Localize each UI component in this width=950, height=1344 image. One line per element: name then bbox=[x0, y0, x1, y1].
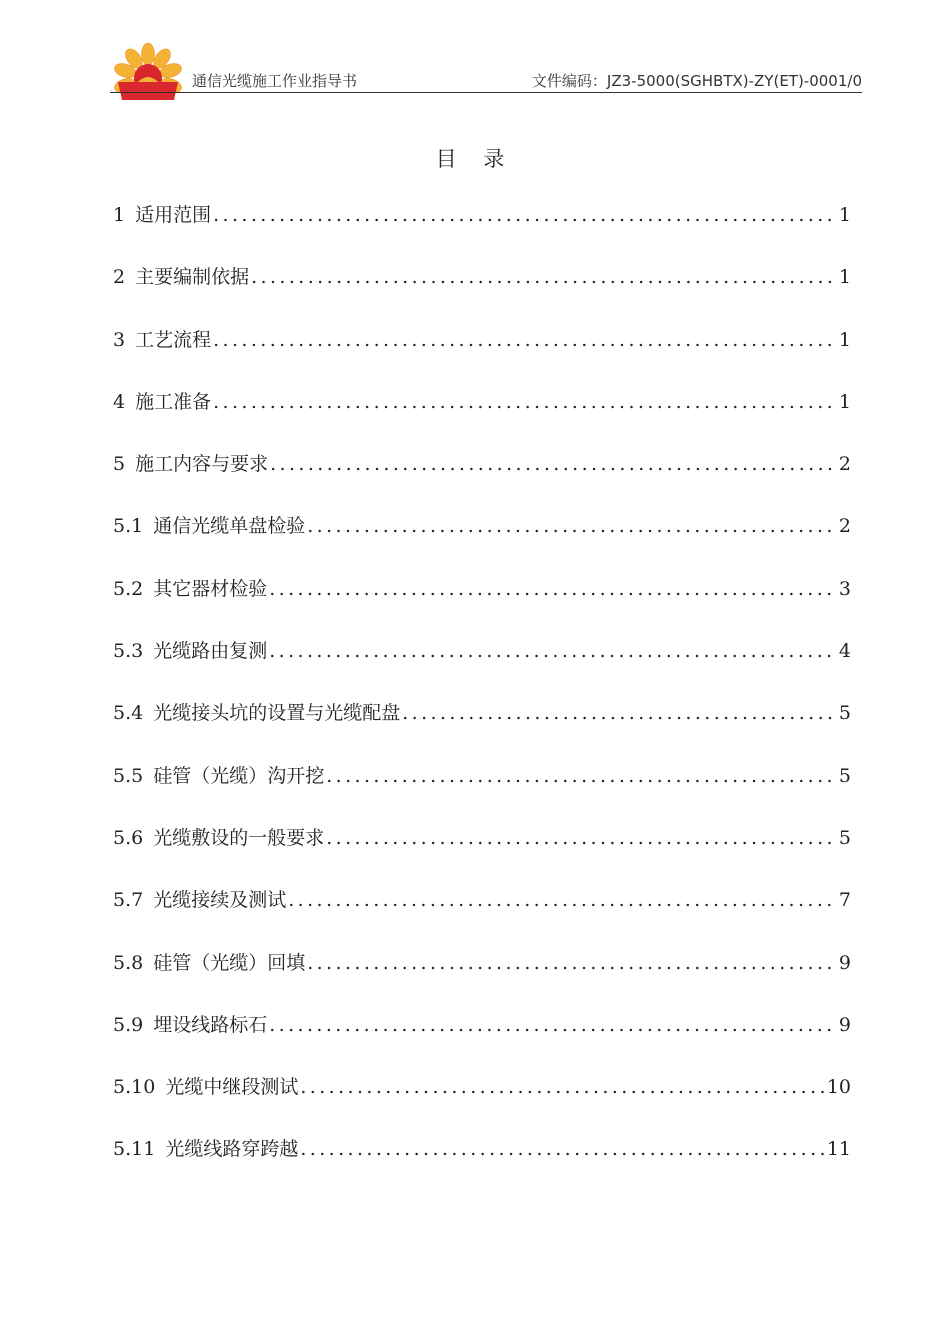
toc-entry-number: 5.10 bbox=[113, 1076, 156, 1099]
toc-entry-title: 其它器材检验 bbox=[153, 577, 268, 600]
toc-entry[interactable] bbox=[113, 698, 851, 760]
toc-entry-page: 1 bbox=[838, 390, 851, 413]
sunburst-logo-icon bbox=[114, 38, 182, 104]
toc-dot-leader bbox=[307, 952, 837, 974]
toc-entry-title: 光缆接头坑的设置与光缆配盘 bbox=[153, 702, 401, 725]
toc-entry[interactable] bbox=[113, 449, 851, 511]
toc-entry-page: 11 bbox=[826, 1138, 851, 1161]
document-title: 通信光缆施工作业指导书 bbox=[192, 72, 358, 90]
toc-entry-page: 1 bbox=[838, 204, 851, 226]
toc-dot-leader bbox=[269, 578, 837, 600]
toc-entry-number: 4 bbox=[113, 390, 126, 413]
toc-entry-number: 5.8 bbox=[113, 951, 144, 974]
toc-entry-page: 9 bbox=[838, 951, 851, 974]
toc-entry-title: 光缆接续及测试 bbox=[153, 889, 287, 912]
toc-entry-number: 5.5 bbox=[113, 764, 144, 787]
toc-entry[interactable] bbox=[113, 948, 851, 1010]
toc-entry[interactable] bbox=[113, 636, 851, 698]
toc-dot-leader bbox=[269, 1014, 837, 1036]
toc-entry-number: 2 bbox=[113, 266, 126, 289]
toc-entry-title: 主要编制依据 bbox=[135, 266, 250, 289]
toc-entry-page: 9 bbox=[838, 1013, 851, 1036]
toc-dot-leader bbox=[270, 453, 837, 475]
toc-entry[interactable] bbox=[113, 1072, 851, 1134]
toc-entry-page: 10 bbox=[826, 1076, 851, 1099]
toc-entry-number: 5.11 bbox=[113, 1138, 156, 1161]
toc-title: 目 录 bbox=[435, 147, 515, 171]
toc-entry-title: 光缆敷设的一般要求 bbox=[153, 826, 325, 849]
toc-entry[interactable] bbox=[113, 1134, 851, 1196]
page-header bbox=[110, 34, 862, 96]
toc-dot-leader bbox=[307, 515, 837, 537]
toc-entry-page: 7 bbox=[838, 889, 851, 912]
toc-entry-number: 5.1 bbox=[113, 515, 144, 538]
toc-dot-leader bbox=[269, 640, 837, 662]
toc-entry-title: 硅管（光缆）沟开挖 bbox=[153, 764, 325, 787]
document-code: 文件编码：JZ3-5000(SGHBTX)-ZY(ET)-0001/0 bbox=[531, 72, 862, 90]
toc-entry-title: 埋设线路标石 bbox=[153, 1013, 268, 1036]
toc-entry-page: 5 bbox=[838, 826, 851, 849]
toc-entry-page: 5 bbox=[838, 702, 851, 725]
toc-entry[interactable] bbox=[113, 574, 851, 636]
toc-entry-page: 3 bbox=[838, 577, 851, 600]
toc-entry-title: 适用范围 bbox=[135, 204, 212, 226]
toc-dot-leader bbox=[251, 266, 837, 288]
header-divider bbox=[110, 92, 862, 93]
toc-entry-page: 1 bbox=[838, 266, 851, 289]
toc-entry-number: 5.2 bbox=[113, 577, 144, 600]
toc-entry-number: 5.7 bbox=[113, 889, 144, 912]
toc-entry-title: 施工准备 bbox=[135, 390, 212, 413]
toc-dot-leader bbox=[326, 827, 837, 849]
toc-entry[interactable] bbox=[113, 511, 851, 573]
toc-entry-page: 4 bbox=[838, 640, 851, 663]
toc-entry[interactable] bbox=[113, 1010, 851, 1072]
toc-entry[interactable] bbox=[113, 823, 851, 885]
toc-dot-leader bbox=[402, 702, 837, 724]
toc-entry-page: 5 bbox=[838, 764, 851, 787]
toc-entry-title: 光缆中继段测试 bbox=[165, 1076, 299, 1099]
toc-entry-number: 5.4 bbox=[113, 702, 144, 725]
toc-entry[interactable] bbox=[113, 387, 851, 449]
toc-dot-leader bbox=[300, 1076, 824, 1098]
toc-dot-leader bbox=[326, 765, 837, 787]
toc-entry-page: 1 bbox=[838, 328, 851, 351]
toc-entry-number: 5.9 bbox=[113, 1013, 144, 1036]
toc-entry-number: 1 bbox=[113, 204, 126, 226]
toc-dot-leader bbox=[213, 391, 837, 413]
toc-dot-leader bbox=[300, 1138, 824, 1160]
toc-entry[interactable] bbox=[113, 761, 851, 823]
toc-entry-page: 2 bbox=[838, 453, 851, 476]
toc-entry-number: 3 bbox=[113, 328, 126, 351]
toc-entry-number: 5 bbox=[113, 453, 126, 476]
toc-entry-title: 光缆路由复测 bbox=[153, 640, 268, 663]
toc-entry-number: 5.6 bbox=[113, 826, 144, 849]
table-of-contents bbox=[113, 200, 851, 1197]
toc-dot-leader bbox=[213, 329, 837, 351]
toc-entry-page: 2 bbox=[838, 515, 851, 538]
toc-entry[interactable] bbox=[113, 200, 851, 262]
toc-entry[interactable] bbox=[113, 262, 851, 324]
toc-entry[interactable] bbox=[113, 885, 851, 947]
toc-entry-title: 施工内容与要求 bbox=[135, 453, 269, 476]
toc-dot-leader bbox=[213, 204, 837, 226]
toc-entry-number: 5.3 bbox=[113, 640, 144, 663]
toc-entry-title: 光缆线路穿跨越 bbox=[165, 1138, 299, 1161]
toc-entry-title: 工艺流程 bbox=[135, 328, 212, 351]
toc-entry-title: 通信光缆单盘检验 bbox=[153, 515, 306, 538]
toc-entry[interactable] bbox=[113, 325, 851, 387]
toc-entry-title: 硅管（光缆）回填 bbox=[153, 951, 306, 974]
toc-dot-leader bbox=[288, 889, 837, 911]
